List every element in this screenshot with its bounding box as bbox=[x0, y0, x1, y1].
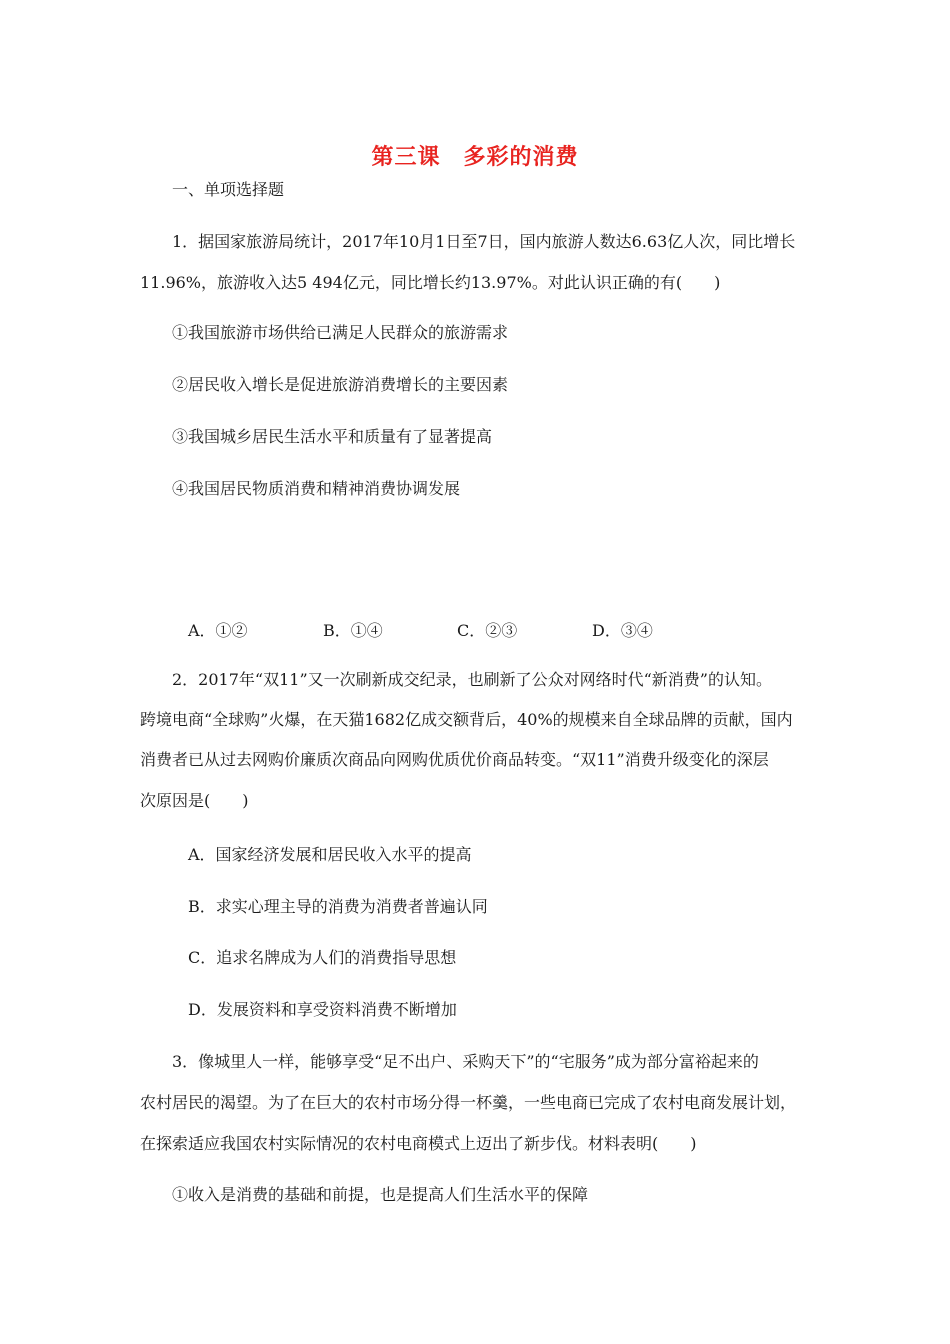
q1-option-b: B．①④ bbox=[323, 621, 383, 640]
q1-statement: ③我国城乡居民生活水平和质量有了显著提高 bbox=[172, 427, 493, 446]
q3-stem-line: 3．像城里人一样，能够享受“足不出户、采购天下”的“宅服务”成为部分富裕起来的 bbox=[172, 1052, 759, 1071]
q2-stem-line: 次原因是( ) bbox=[140, 791, 249, 810]
q3-statement: ①收入是消费的基础和前提，也是提高人们生活水平的保障 bbox=[172, 1185, 589, 1204]
q2-option-b: B．求实心理主导的消费为消费者普遍认同 bbox=[188, 897, 488, 916]
q2-option-d: D．发展资料和享受资料消费不断增加 bbox=[188, 1000, 457, 1019]
q2-stem-line: 2．2017年“双11”又一次刷新成交纪录，也刷新了公众对网络时代“新消费”的认知。 bbox=[172, 670, 772, 689]
q3-stem-line: 在探索适应我国农村实际情况的农村电商模式上迈出了新步伐。材料表明( ) bbox=[140, 1134, 697, 1153]
q1-option-d: D．③④ bbox=[592, 621, 653, 640]
q1-option-c: C．②③ bbox=[457, 621, 518, 640]
lesson-title: 第三课 多彩的消费 bbox=[371, 145, 579, 170]
q2-stem-line: 消费者已从过去网购价廉质次商品向网购优质优价商品转变。“双11”消费升级变化的深层 bbox=[140, 750, 769, 769]
q3-stem-line: 农村居民的渴望。为了在巨大的农村市场分得一杯羹，一些电商已完成了农村电商发展计划， bbox=[140, 1093, 797, 1112]
q1-stem-line: 11.96%，旅游收入达5 494亿元，同比增长约13.97%。对此认识正确的有( ) bbox=[140, 273, 721, 292]
q1-stem-line: 1．据国家旅游局统计，2017年10月1日至7日，国内旅游人数达6.63亿人次，同比增长 bbox=[172, 232, 796, 251]
q1-statement: ④我国居民物质消费和精神消费协调发展 bbox=[172, 479, 461, 498]
q2-option-a: A．国家经济发展和居民收入水平的提高 bbox=[188, 845, 472, 864]
section-heading: 一、单项选择题 bbox=[172, 180, 285, 199]
q1-statement: ②居民收入增长是促进旅游消费增长的主要因素 bbox=[172, 375, 509, 394]
q2-option-c: C．追求名牌成为人们的消费指导思想 bbox=[188, 948, 457, 967]
q1-statement: ①我国旅游市场供给已满足人民群众的旅游需求 bbox=[172, 323, 509, 342]
q2-stem-line: 跨境电商“全球购”火爆，在天猫1682亿成交额背后，40%的规模来自全球品牌的贡献，国内 bbox=[140, 710, 793, 729]
q1-option-a: A．①② bbox=[188, 621, 248, 640]
